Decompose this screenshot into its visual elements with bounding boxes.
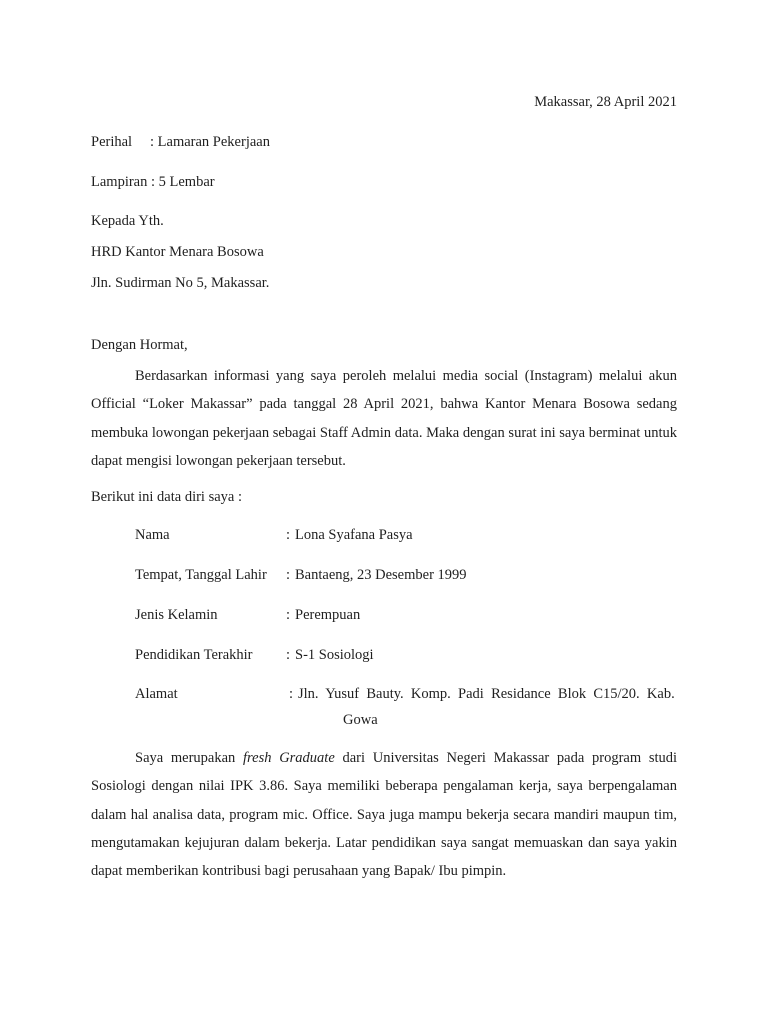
greeting: Dengan Hormat, [91, 337, 188, 353]
paragraph-intro: Berdasarkan informasi yang saya peroleh melalui media social (Instagram) melalui akun Official “Loker Makassar” pada tanggal 28 April 2021, bahwa Kantor Menara Bosowa sedang membuka lowongan pekerjaan sebagai Staff Admin data. Maka dengan surat ini saya berminat untuk dapat mengisi lowongan pekerjaan tersebut. [91, 368, 677, 469]
data-colon: : [286, 567, 291, 583]
data-value: Lona Syafana Pasya [295, 527, 413, 543]
place-date: Makassar, 28 April 2021 [534, 94, 677, 110]
data-colon: : [286, 647, 291, 663]
subject-value: : Lamaran Pekerjaan [150, 134, 270, 150]
subject-label: Perihal [91, 134, 133, 150]
data-value: Perempuan [295, 607, 361, 623]
paragraph-italic-term: fresh Graduate [243, 750, 335, 766]
data-label: Jenis Kelamin [135, 607, 218, 623]
data-value-line2: Gowa [343, 712, 378, 728]
recipient-salutation: Kepada Yth. [91, 213, 164, 229]
recipient-address: Jln. Sudirman No 5, Makassar. [91, 275, 270, 291]
data-label: Alamat [135, 686, 178, 702]
data-colon: : [286, 527, 291, 543]
paragraph-rest: dari Universitas Negeri Makassar pada program studi Sosiologi dengan nilai IPK 3.86. Saya memiliki beberapa pengalaman kerja, saya berpengalaman dalam hal analisa data, program mic. Office. Saya juga mampu bekerja secara mandiri maupun tim, mengutamakan kejujuran dalam bekerja. Latar pendidikan saya sangat memuaskan dan saya yakin dapat memberikan kontribusi bagi perusahaan yang Bapak/ Ibu pimpin. [91, 750, 678, 880]
data-colon: : [286, 607, 291, 623]
data-label: Pendidikan Terakhir [135, 647, 253, 663]
recipient-name: HRD Kantor Menara Bosowa [91, 244, 264, 260]
data-value: S-1 Sosiologi [295, 647, 374, 663]
data-label: Tempat, Tanggal Lahir [135, 567, 267, 583]
paragraph-qualifications [91, 744, 677, 885]
data-value-line1: Jln. Yusuf Bauty. Komp. Padi Residance Blok C15/20. Kab. [298, 686, 675, 702]
data-intro: Berikut ini data diri saya : [91, 489, 243, 505]
data-value: Bantaeng, 23 Desember 1999 [295, 567, 467, 583]
data-label: Nama [135, 527, 170, 543]
attachment-line: Lampiran : 5 Lembar [91, 174, 215, 190]
paragraph-lead: Saya merupakan [135, 750, 236, 766]
data-colon: : [289, 686, 294, 702]
